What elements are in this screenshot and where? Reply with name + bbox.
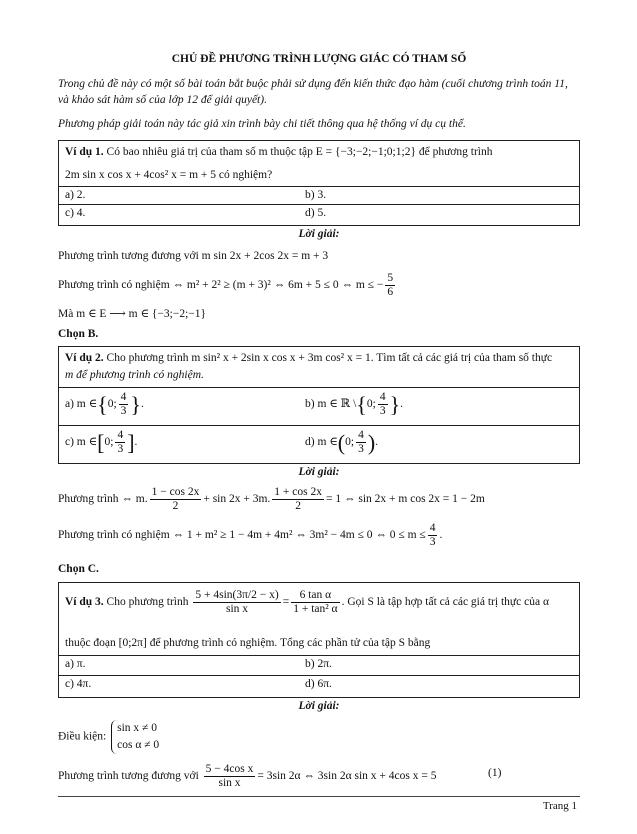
numerator: 4: [120, 391, 127, 403]
fraction: [150, 486, 202, 513]
divider: [59, 186, 579, 187]
fraction: [291, 589, 339, 616]
numerator: 5 − 4cos x: [205, 763, 254, 775]
fraction: [115, 429, 125, 456]
example-2-option-c: c) m ∈[0; $\frac{4}{3}$ ].: [65, 429, 138, 455]
example-3-question-line-1: Ví dụ 3. Cho phương trình $\frac{5 + 4\sin(3\pi/2 - x)}{\text{sin x}}$ = $\frac{\text{6 tan α}}{\text{1 + tan² α}}$ . Gọi S là tập hợp tất cả các giá trị thực của α: [65, 589, 549, 615]
fraction: [193, 589, 280, 616]
example-3-question-line-2: thuộc đoạn [0;2π] để phương trình có nghiệm. Tổng các phần tử của tập S bằng: [65, 637, 431, 649]
numerator: 4: [117, 429, 124, 441]
example-2-question-line-2: m để phương trình có nghiệm.: [65, 369, 204, 381]
solution-text: = 3sin 2α ⇔ 3sin 2α sin x + 4cos x = 5: [257, 770, 437, 783]
option-prefix: c) m ∈: [65, 436, 98, 449]
example-1-option-c: c) 4.: [65, 207, 86, 219]
example-3-option-b: b) 2π.: [305, 658, 332, 670]
numerator: 6 tan α: [291, 589, 339, 603]
solution-text: Phương trình tương đương với: [58, 770, 199, 783]
example-2-box: [58, 346, 580, 464]
document-title: CHỦ ĐỀ PHƯƠNG TRÌNH LƯỢNG GIÁC CÓ THAM SỐ: [171, 53, 467, 65]
example-1-question-line-2: 2m sin x cos x + 4cos² x = m + 5 có nghiệm?: [65, 169, 273, 181]
option-interval: 0;: [104, 436, 114, 449]
solution-text: = 1 ⇔ sin 2x + m cos 2x = 1 − 2m: [326, 493, 485, 506]
example-3-solution-line-2: [58, 763, 580, 790]
brace-right: }: [389, 391, 401, 417]
example-3-solution-title: Lời giải:: [298, 700, 340, 712]
solution-text: + sin 2x + 3m.: [203, 493, 271, 506]
divider: [59, 387, 579, 388]
numerator: 5 + 4sin(3π/2 − x): [195, 589, 279, 601]
condition-2: cos α ≠ 0: [117, 739, 160, 751]
fraction: [428, 522, 438, 549]
option-interval: 0;: [107, 398, 117, 411]
example-2-option-d: d) m ∈(0; $\frac{4}{3}$ ).: [305, 429, 379, 455]
example-2-question-line-1: [65, 352, 552, 364]
equation-number: (1): [488, 767, 502, 779]
numerator: 1 − cos 2x: [151, 486, 200, 498]
numerator: 4: [429, 522, 436, 534]
numerator: 4: [379, 391, 386, 403]
bracket-right: ]: [127, 429, 135, 455]
solution-text: Phương trình ⇔ m.: [58, 493, 148, 506]
fraction: [119, 391, 129, 418]
question-text: Cho phương trình: [106, 596, 189, 609]
example-1-option-d: d) 5.: [305, 207, 327, 219]
numerator: 5: [387, 272, 394, 284]
divider: [59, 204, 579, 205]
example-3-option-c: c) 4π.: [65, 678, 92, 690]
denominator: 3: [358, 443, 364, 455]
denominator: 2: [295, 500, 302, 512]
condition-1: sin x ≠ 0: [117, 722, 157, 734]
fraction: [378, 391, 388, 418]
fraction: [385, 272, 395, 299]
example-1-solution-title: Lời giải:: [298, 228, 340, 240]
divider: [59, 425, 579, 426]
fraction: [204, 763, 256, 790]
option-interval: 0;: [345, 436, 355, 449]
example-2-option-b: b) m ∈ ℝ \{0; $\frac{4}{3}$ }.: [305, 391, 403, 417]
denominator: 1 + tan² α: [293, 603, 338, 615]
solution-text: Phương trình có nghiệm ⇔ m² + 2² ≥ (m + 3)² ⇔ 6m + 5 ≤ 0 ⇔ m ≤ −: [58, 279, 384, 292]
example-2-question-text: Cho phương trình m sin² x + 2sin x cos x + 3m cos² x = 1. Tìm tất cả các giá trị của tham số thực: [106, 352, 553, 364]
example-2-solution-title: Lời giải:: [298, 466, 340, 478]
numerator: 4: [358, 429, 364, 441]
example-1-option-a: a) 2.: [65, 189, 86, 201]
example-1-question-text: Có bao nhiêu giá trị của tham số m thuộc tập E = {−3;−2;−1;0;1;2} để phương trình: [106, 146, 493, 158]
denominator: sin x: [226, 603, 249, 615]
example-1-solution-line-3: Mà m ∈ E ⟶ m ∈ {−3;−2;−1}: [58, 308, 207, 320]
denominator: 2: [172, 500, 179, 512]
footer-divider: [58, 796, 580, 797]
example-2-solution-line-2: Phương trình có nghiệm ⇔ 1 + m² ≥ 1 − 4m + 4m² ⇔ 3m² − 4m ≤ 0 ⇔ 0 ≤ m ≤ $\frac{4}{3}$ .: [58, 522, 443, 548]
example-2-choice: Chọn C.: [58, 563, 99, 575]
bracket-left: [: [97, 429, 105, 455]
example-3-option-d: d) 6π.: [305, 678, 332, 690]
example-3-condition: [58, 720, 580, 754]
intro-paragraph-1: Trong chủ đề này có một số bài toán bắt buộc phải sử dụng đến kiến thức đạo hàm (cuối chương trình toán 11, và khảo sát hàm số của lớp 12 để giải quyết).: [58, 78, 568, 106]
intro-paragraph-2: Phương pháp giải toán này tác giả xin trình bày chi tiết thông qua hệ thống ví dụ cụ thể.: [58, 118, 466, 130]
condition-label: Điều kiện:: [58, 730, 107, 743]
divider: [59, 655, 579, 656]
option-prefix: b) m ∈ ℝ \: [305, 398, 357, 411]
example-2-label: Ví dụ 2.: [65, 352, 104, 364]
denominator: 3: [429, 536, 436, 548]
example-1-label: Ví dụ 1.: [65, 146, 104, 158]
paren-left: (: [337, 429, 346, 455]
paren-right: ): [367, 429, 376, 455]
example-3-box: [58, 582, 580, 698]
question-text: . Gọi S là tập hợp tất cả các giá trị thực của α: [341, 596, 549, 609]
page-number: Trang 1: [542, 800, 577, 812]
denominator: 6: [387, 286, 394, 298]
denominator: 3: [117, 443, 124, 455]
denominator: sin x: [218, 777, 241, 789]
fraction: [272, 486, 324, 513]
example-3-label: Ví dụ 3.: [65, 596, 104, 609]
example-1-option-b: b) 3.: [305, 189, 327, 201]
solution-text: Phương trình có nghiệm ⇔ 1 + m² ≥ 1 − 4m + 4m² ⇔ 3m² − 4m ≤ 0 ⇔ 0 ≤ m ≤: [58, 529, 426, 542]
denominator: 3: [120, 405, 127, 417]
option-interval: 0;: [366, 398, 376, 411]
option-prefix: a) m ∈: [65, 398, 98, 411]
condition-system: [111, 720, 159, 754]
brace-left: {: [356, 391, 367, 417]
option-prefix: d) m ∈: [305, 436, 338, 449]
brace-right: }: [130, 391, 141, 417]
example-1-solution-line-1: Phương trình tương đương với m sin 2x + 2cos 2x = m + 3: [58, 250, 329, 262]
example-1-box: [58, 140, 580, 226]
example-1-choice: Chọn B.: [58, 328, 99, 340]
example-1-question-line-1: [65, 146, 492, 158]
example-2-option-a: a) m ∈{0; $\frac{4}{3}$ }.: [65, 391, 144, 417]
example-2-solution-line-1: [58, 486, 580, 513]
example-1-solution-line-2: [58, 272, 580, 299]
fraction: [356, 429, 366, 456]
denominator: 3: [379, 405, 386, 417]
numerator: 1 + cos 2x: [274, 486, 322, 498]
divider: [59, 675, 579, 676]
example-3-option-a: a) π.: [65, 658, 86, 670]
brace-left: {: [97, 391, 108, 417]
